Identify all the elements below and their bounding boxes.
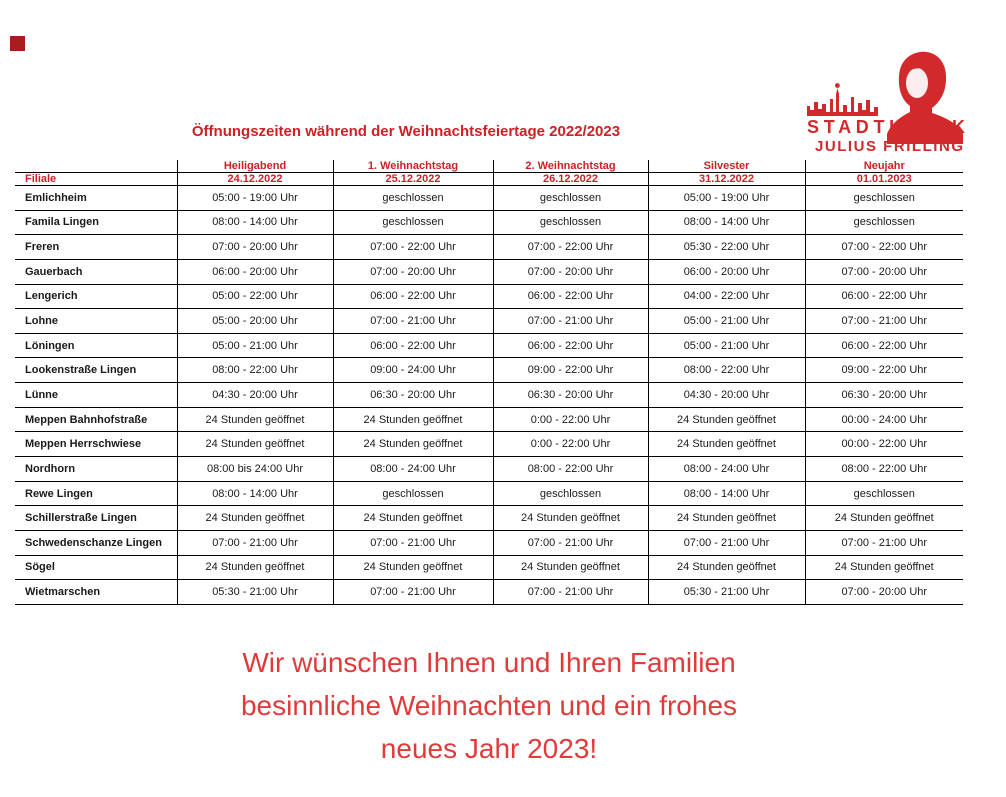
- store-name-cell: Rewe Lingen: [15, 481, 177, 506]
- hours-cell: 07:00 - 21:00 Uhr: [333, 309, 493, 334]
- store-row: [15, 210, 963, 235]
- store-row: [15, 358, 963, 383]
- hours-cell: 24 Stunden geöffnet: [648, 432, 805, 457]
- store-name-cell: Schwedenschanze Lingen: [15, 530, 177, 555]
- hours-cell: 09:00 - 22:00 Uhr: [805, 358, 963, 383]
- hours-cell: 04:30 - 20:00 Uhr: [177, 383, 333, 408]
- hours-cell: geschlossen: [333, 186, 493, 211]
- hours-cell: geschlossen: [333, 481, 493, 506]
- hours-cell: 06:00 - 22:00 Uhr: [333, 333, 493, 358]
- hours-cell: 07:00 - 20:00 Uhr: [493, 259, 648, 284]
- message-line-3: neues Jahr 2023!: [380, 733, 598, 764]
- store-name-cell: Famila Lingen: [15, 210, 177, 235]
- hours-cell: 04:00 - 22:00 Uhr: [648, 284, 805, 309]
- hours-cell: 07:00 - 21:00 Uhr: [805, 530, 963, 555]
- store-row: [15, 530, 963, 555]
- store-name-cell: Meppen Bahnhofstraße: [15, 407, 177, 432]
- hours-cell: 07:00 - 20:00 Uhr: [333, 259, 493, 284]
- hours-cell: geschlossen: [805, 186, 963, 211]
- hours-cell: 07:00 - 22:00 Uhr: [493, 235, 648, 260]
- hours-cell: 06:00 - 22:00 Uhr: [805, 284, 963, 309]
- hours-cell: 24 Stunden geöffnet: [333, 432, 493, 457]
- hours-cell: 24 Stunden geöffnet: [333, 506, 493, 531]
- hours-cell: 07:00 - 21:00 Uhr: [177, 530, 333, 555]
- store-name-cell: Schillerstraße Lingen: [15, 506, 177, 531]
- hours-cell: 08:00 - 22:00 Uhr: [177, 358, 333, 383]
- hours-cell: 07:00 - 21:00 Uhr: [333, 580, 493, 605]
- hours-cell: 08:00 - 14:00 Uhr: [648, 210, 805, 235]
- stadtkiosk-logo: [806, 50, 968, 154]
- store-row: [15, 235, 963, 260]
- hours-cell: 00:00 - 24:00 Uhr: [805, 407, 963, 432]
- page-title: Öffnungszeiten während der Weihnachtsfeiertage 2022/2023: [191, 123, 621, 140]
- store-name-cell: Gauerbach: [15, 259, 177, 284]
- hours-cell: 07:00 - 21:00 Uhr: [493, 580, 648, 605]
- store-row: [15, 186, 963, 211]
- logo-line2: JULIUS FRILLING: [815, 138, 963, 154]
- date-header-cell: 24.12.2022: [177, 173, 333, 186]
- hours-cell: 07:00 - 20:00 Uhr: [805, 580, 963, 605]
- hours-cell: 07:00 - 20:00 Uhr: [177, 235, 333, 260]
- hours-cell: 08:00 - 14:00 Uhr: [177, 210, 333, 235]
- date-header-cell: 31.12.2022: [648, 173, 805, 186]
- hours-cell: 24 Stunden geöffnet: [177, 555, 333, 580]
- corner-empty-cell: [15, 160, 177, 173]
- store-row: [15, 383, 963, 408]
- hours-cell: 05:00 - 22:00 Uhr: [177, 284, 333, 309]
- logo-line1: STADTKIOSK: [807, 117, 966, 137]
- holiday-header-cell: 2. Weihnachtstag: [493, 160, 648, 173]
- hours-cell: 07:00 - 22:00 Uhr: [805, 235, 963, 260]
- message-line-2: besinnliche Weihnachten und ein frohes: [240, 690, 738, 721]
- hours-cell: 05:30 - 21:00 Uhr: [177, 580, 333, 605]
- hours-cell: 06:30 - 20:00 Uhr: [493, 383, 648, 408]
- hours-cell: 05:00 - 21:00 Uhr: [648, 333, 805, 358]
- hours-cell: 24 Stunden geöffnet: [333, 555, 493, 580]
- hours-cell: 07:00 - 21:00 Uhr: [648, 530, 805, 555]
- hours-cell: 07:00 - 21:00 Uhr: [333, 530, 493, 555]
- hours-cell: 05:00 - 21:00 Uhr: [177, 333, 333, 358]
- hours-cell: 05:00 - 19:00 Uhr: [177, 186, 333, 211]
- store-name-cell: Emlichheim: [15, 186, 177, 211]
- holiday-header-cell: Silvester: [648, 160, 805, 173]
- hours-cell: 05:00 - 21:00 Uhr: [648, 309, 805, 334]
- hours-cell: geschlossen: [493, 481, 648, 506]
- hours-cell: 08:00 - 24:00 Uhr: [333, 457, 493, 482]
- holiday-header-row: [15, 160, 963, 173]
- hours-cell: 06:00 - 22:00 Uhr: [333, 284, 493, 309]
- hours-cell: 09:00 - 24:00 Uhr: [333, 358, 493, 383]
- hours-cell: 04:30 - 20:00 Uhr: [648, 383, 805, 408]
- store-row: [15, 506, 963, 531]
- hours-cell: 06:30 - 20:00 Uhr: [805, 383, 963, 408]
- store-row: [15, 259, 963, 284]
- hours-cell: 24 Stunden geöffnet: [333, 407, 493, 432]
- hours-cell: geschlossen: [333, 210, 493, 235]
- hours-cell: 05:00 - 20:00 Uhr: [177, 309, 333, 334]
- store-row: [15, 432, 963, 457]
- hours-cell: 00:00 - 22:00 Uhr: [805, 432, 963, 457]
- logo-graphic: [806, 50, 968, 154]
- date-header-row: [15, 173, 963, 186]
- hours-cell: 08:00 - 22:00 Uhr: [648, 358, 805, 383]
- store-name-cell: Lünne: [15, 383, 177, 408]
- hours-cell: 09:00 - 22:00 Uhr: [493, 358, 648, 383]
- hours-cell: 05:00 - 19:00 Uhr: [648, 186, 805, 211]
- hours-cell: 06:00 - 22:00 Uhr: [493, 333, 648, 358]
- store-name-cell: Lookenstraße Lingen: [15, 358, 177, 383]
- store-name-cell: Freren: [15, 235, 177, 260]
- hours-cell: 08:00 - 14:00 Uhr: [177, 481, 333, 506]
- date-header-cell: 01.01.2023: [805, 173, 963, 186]
- store-row: [15, 284, 963, 309]
- hours-cell: 08:00 - 14:00 Uhr: [648, 481, 805, 506]
- hours-cell: 24 Stunden geöffnet: [177, 432, 333, 457]
- store-row: [15, 333, 963, 358]
- red-corner-mark: [10, 36, 25, 51]
- hours-cell: 06:00 - 22:00 Uhr: [805, 333, 963, 358]
- store-row: [15, 555, 963, 580]
- message-line-1: Wir wünschen Ihnen und Ihren Familien: [242, 647, 736, 678]
- hours-cell: 24 Stunden geöffnet: [648, 407, 805, 432]
- hours-cell: 07:00 - 20:00 Uhr: [805, 259, 963, 284]
- store-name-cell: Wietmarschen: [15, 580, 177, 605]
- holiday-header-cell: 1. Weihnachtstag: [333, 160, 493, 173]
- hours-cell: 05:30 - 21:00 Uhr: [648, 580, 805, 605]
- hours-cell: 0:00 - 22:00 Uhr: [493, 432, 648, 457]
- skyline-silhouette: [807, 83, 878, 116]
- hours-cell: 08:00 - 22:00 Uhr: [493, 457, 648, 482]
- store-name-cell: Lengerich: [15, 284, 177, 309]
- date-header-cell: 26.12.2022: [493, 173, 648, 186]
- store-name-cell: Meppen Herrschwiese: [15, 432, 177, 457]
- closing-message: [0, 641, 978, 770]
- hours-cell: 08:00 - 22:00 Uhr: [805, 457, 963, 482]
- hours-cell: geschlossen: [493, 186, 648, 211]
- store-row: [15, 580, 963, 605]
- opening-hours-table: [15, 160, 963, 605]
- date-header-cell: 25.12.2022: [333, 173, 493, 186]
- hours-cell: 24 Stunden geöffnet: [493, 555, 648, 580]
- store-row: [15, 481, 963, 506]
- hours-cell: 07:00 - 22:00 Uhr: [333, 235, 493, 260]
- hours-cell: 24 Stunden geöffnet: [177, 506, 333, 531]
- hours-cell: 06:00 - 20:00 Uhr: [648, 259, 805, 284]
- hours-cell: 24 Stunden geöffnet: [805, 506, 963, 531]
- hours-cell: geschlossen: [805, 481, 963, 506]
- store-name-cell: Sögel: [15, 555, 177, 580]
- hours-cell: 24 Stunden geöffnet: [177, 407, 333, 432]
- hours-cell: 07:00 - 21:00 Uhr: [493, 309, 648, 334]
- store-row: [15, 309, 963, 334]
- hours-cell: 06:00 - 20:00 Uhr: [177, 259, 333, 284]
- store-row: [15, 407, 963, 432]
- hours-cell: 0:00 - 22:00 Uhr: [493, 407, 648, 432]
- hours-cell: 06:30 - 20:00 Uhr: [333, 383, 493, 408]
- store-name-cell: Nordhorn: [15, 457, 177, 482]
- hours-cell: 24 Stunden geöffnet: [648, 506, 805, 531]
- hours-cell: 08:00 bis 24:00 Uhr: [177, 457, 333, 482]
- hours-cell: 05:30 - 22:00 Uhr: [648, 235, 805, 260]
- hours-cell: 24 Stunden geöffnet: [648, 555, 805, 580]
- store-name-cell: Lohne: [15, 309, 177, 334]
- holiday-header-cell: Neujahr: [805, 160, 963, 173]
- store-row: [15, 457, 963, 482]
- store-name-cell: Löningen: [15, 333, 177, 358]
- hours-cell: 24 Stunden geöffnet: [493, 506, 648, 531]
- hours-cell: geschlossen: [805, 210, 963, 235]
- hours-cell: 07:00 - 21:00 Uhr: [493, 530, 648, 555]
- holiday-header-cell: Heiligabend: [177, 160, 333, 173]
- hours-cell: geschlossen: [493, 210, 648, 235]
- hours-cell: 07:00 - 21:00 Uhr: [805, 309, 963, 334]
- hours-cell: 06:00 - 22:00 Uhr: [493, 284, 648, 309]
- hours-cell: 08:00 - 24:00 Uhr: [648, 457, 805, 482]
- corner-label-cell: Filiale: [15, 173, 177, 186]
- hours-cell: 24 Stunden geöffnet: [805, 555, 963, 580]
